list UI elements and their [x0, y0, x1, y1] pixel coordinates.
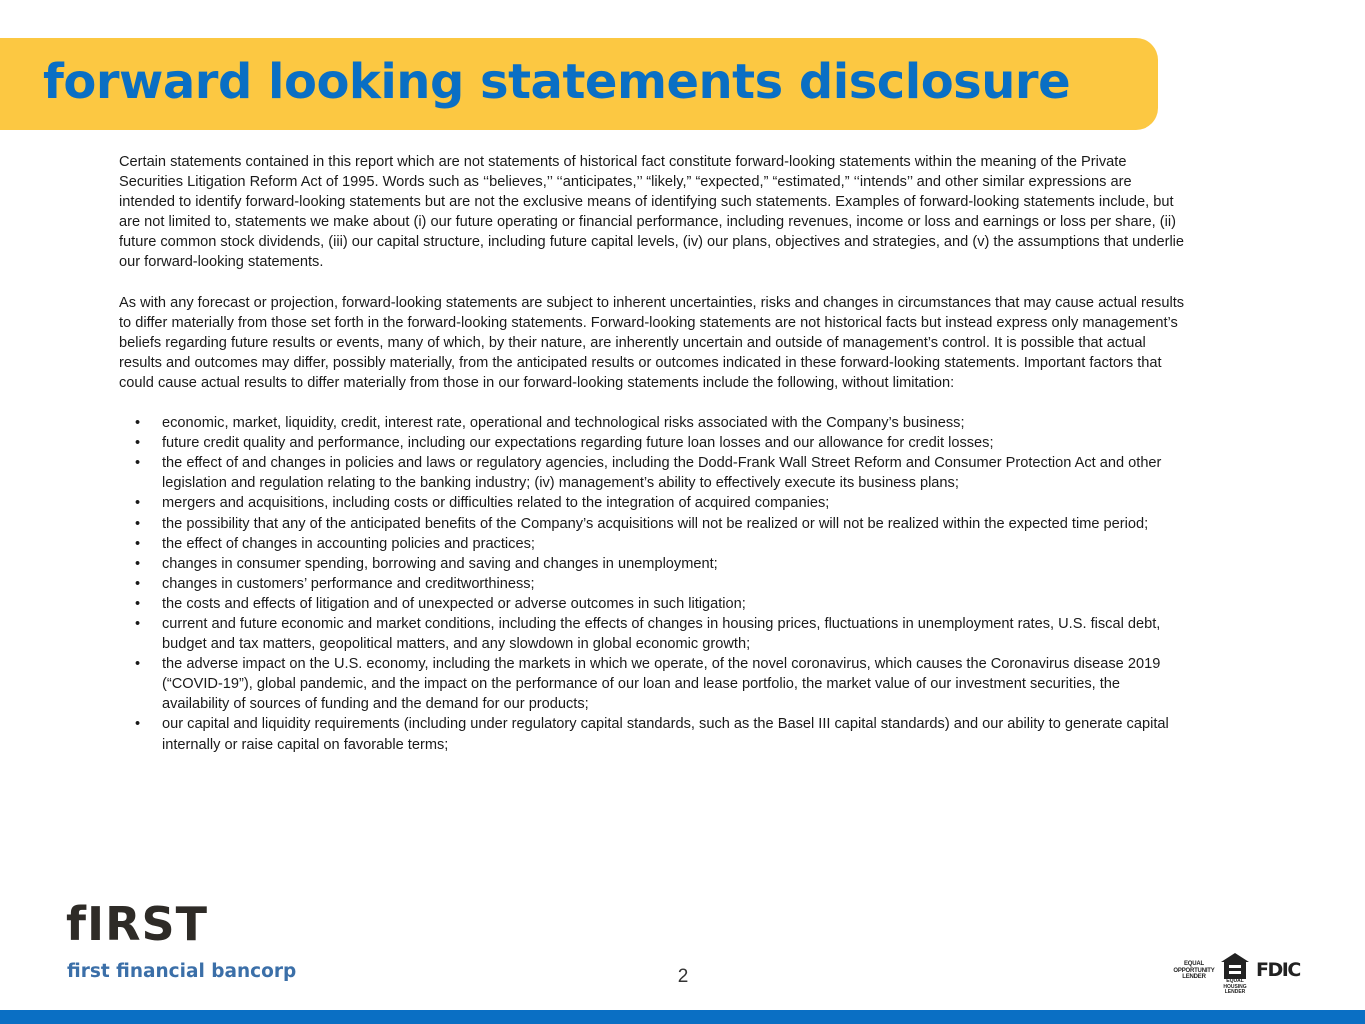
list-item-text: the costs and effects of litigation and of unexpected or adverse outcomes in such litigation; [162, 595, 746, 612]
logo-wordmark: fIRST [66, 897, 209, 951]
equal-opportunity-lender-badge [1170, 961, 1218, 981]
badge-line: EQUAL [1183, 961, 1204, 967]
list-item [119, 453, 1191, 493]
badge-line: EQUAL HOUSING [1223, 978, 1247, 990]
list-item [119, 574, 1191, 594]
list-item [119, 594, 1191, 614]
list-item [119, 554, 1191, 574]
list-item-text: future credit quality and performance, including our expectations regarding future loan losses and our allowance for credit losses; [162, 435, 994, 452]
bullet-icon: • [135, 615, 141, 632]
bullet-icon: • [135, 415, 141, 432]
list-item [119, 493, 1191, 513]
equal-housing-icon [1220, 952, 1250, 980]
regulatory-badges [1168, 952, 1303, 995]
list-item-text: changes in customers’ performance and creditworthiness; [162, 575, 535, 592]
bullet-icon: • [135, 515, 141, 532]
list-item-text: economic, market, liquidity, credit, interest rate, operational and technological risks associated with the Company’s business; [162, 415, 965, 432]
equal-housing-lender-badge [1218, 979, 1252, 996]
fdic-logo: FDIC [1256, 959, 1300, 981]
page-number: 2 [677, 966, 689, 987]
list-item [119, 514, 1191, 534]
list-item [119, 714, 1191, 754]
list-item-text: changes in consumer spending, borrowing and saving and changes in unemployment; [162, 555, 718, 572]
paragraph-risks: As with any forecast or projection, forward-looking statements are subject to inherent uncertainties, risks and changes in circumstances that may cause actual results to differ materially from those set forth in the forward-looking statements. Forward-looking statements are not historical facts but instead express only management’s beliefs regarding future results or events, many of which, by their nature, are inherently uncertain and outside of management’s control. It is possible that actual results and outcomes may differ, possibly materially, from the anticipated results or outcomes indicated in these forward-looking statements. Important factors that could cause actual results to differ materially from those in our forward-looking statements include the following, without limitation: [119, 294, 1185, 391]
badge-line: LENDER [1182, 974, 1206, 981]
list-item-text: the adverse impact on the U.S. economy, including the markets in which we operate, of the novel coronavirus, which causes the Coronavirus disease 2019 (“COVID-19”), global pandemic, and the impact on the performance of our loan and lease portfolio, the market value of our investment securities, the availability of sources of funding and the demand for our products; [162, 656, 1161, 713]
list-item-text: current and future economic and market conditions, including the effects of changes in housing prices, fluctuations in unemployment rates, U.S. fiscal debt, budget and tax matters, geopolitical matters, and any slowdown in global economic growth; [162, 615, 1161, 653]
bullet-icon: • [135, 495, 141, 512]
bullet-icon: • [135, 595, 141, 612]
logo-subtitle: first financial bancorp [67, 961, 297, 982]
bullet-icon: • [135, 435, 141, 452]
bullet-icon: • [135, 575, 141, 592]
list-item-text: mergers and acquisitions, including costs or difficulties related to the integration of acquired companies; [162, 495, 830, 512]
badge-line: LENDER [1224, 989, 1246, 995]
list-item-text: the effect of changes in accounting policies and practices; [162, 535, 535, 552]
list-item [119, 413, 1191, 433]
paragraph-intro: Certain statements contained in this report which are not statements of historical fact constitute forward-looking statements within the meaning of the Private Securities Litigation Reform Act of 1995. Words such as ‘‘believes,’’ ‘‘anticipates,’’ “likely,” “expected,” “estimated,” ‘‘intends’’ and other similar expressions are intended to identify forward-looking statements but are not the exclusive means of identifying such statements. Examples of forward-looking statements include, but are not limited to, statements we make about (i) our future operating or financial performance, including revenues, income or loss and earnings or loss per share, (ii) future common stock dividends, (iii) our capital structure, including future capital levels, (iv) our plans, objectives and strategies, and (v) the assumptions that underlie our forward-looking statements. [119, 154, 1185, 271]
disclosure-body [119, 152, 1191, 755]
list-item-text: the possibility that any of the anticipated benefits of the Company’s acquisitions will not be realized or will not be realized within the expected time period; [162, 515, 1149, 532]
list-item [119, 534, 1191, 554]
page-title: forward looking statements disclosure [43, 54, 1071, 110]
bullet-icon: • [135, 716, 141, 733]
bottom-bar [0, 1010, 1365, 1024]
list-item [119, 433, 1191, 453]
risk-factor-list [119, 413, 1191, 755]
bullet-icon: • [135, 555, 141, 572]
list-item [119, 614, 1191, 654]
list-item-text: our capital and liquidity requirements (including under regulatory capital standards, such as the Basel III capital standards) and our ability to generate capital internally or raise capital on favorable terms; [162, 716, 1169, 753]
list-item [119, 654, 1191, 714]
bullet-icon: • [135, 656, 141, 673]
bullet-icon: • [135, 455, 141, 472]
badge-line: OPPORTUNITY [1173, 967, 1215, 974]
bullet-icon: • [135, 535, 141, 552]
company-logo [66, 897, 297, 993]
list-item-text: the effect of and changes in policies and laws or regulatory agencies, including the Dodd-Frank Wall Street Reform and Consumer Protection Act and other legislation and regulation relating to the banking industry; (iv) management’s ability to effectively execute its business plans; [162, 455, 1162, 492]
